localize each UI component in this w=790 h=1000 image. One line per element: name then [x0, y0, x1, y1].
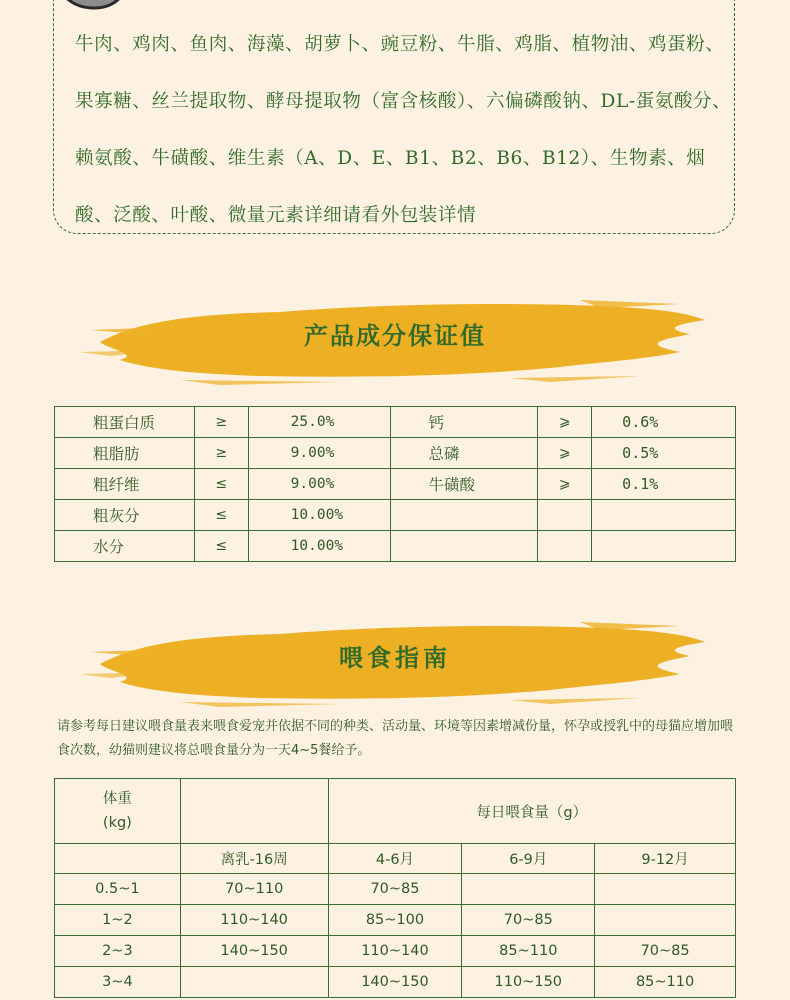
- table-row: [55, 438, 736, 469]
- nutrient-label: 粗蛋白质: [55, 407, 195, 438]
- ingredients-text: 牛肉、鸡肉、鱼肉、海藻、胡萝卜、豌豆粉、牛脂、鸡脂、植物油、鸡蛋粉、果寡糖、丝兰提取物、酵母提取物（富含核酸）、六偏磷酸钠、DL-蛋氨酸分、赖氨酸、牛磺酸、维生素（A、D、E、B1、B2、B6、B12）、生物素、烟酸、泛酸、叶酸、微量元素详细请看外包装详情: [75, 34, 732, 226]
- empty-header-cell: [180, 779, 328, 844]
- nutrient-value: 9.00%: [248, 438, 390, 469]
- amount-cell: 85~110: [595, 967, 736, 998]
- comparison-symbol: ⩾: [538, 438, 592, 469]
- nutrient-label: 钙: [390, 407, 538, 438]
- nutrient-value: 0.1%: [592, 469, 736, 500]
- nutrient-value: 0.5%: [592, 438, 736, 469]
- table-row: [55, 967, 736, 998]
- table-row: [55, 500, 736, 531]
- amount-cell: 110~140: [180, 905, 328, 936]
- table-row: [55, 936, 736, 967]
- table-row: [55, 905, 736, 936]
- comparison-symbol: ≤: [194, 469, 248, 500]
- weight-header: 体重 (kg): [55, 779, 181, 844]
- amount-cell: 70~85: [595, 936, 736, 967]
- weight-cell: 3~4: [55, 967, 181, 998]
- nutrient-value: [592, 531, 736, 562]
- amount-cell: [595, 874, 736, 905]
- guarantee-table: [54, 406, 736, 562]
- feeding-banner: [80, 612, 710, 712]
- nutrient-label: [390, 531, 538, 562]
- nutrient-label: 粗纤维: [55, 469, 195, 500]
- table-row: [55, 407, 736, 438]
- nutrient-label: 粗脂肪: [55, 438, 195, 469]
- amount-cell: 85~110: [462, 936, 595, 967]
- amount-cell: [462, 874, 595, 905]
- amount-cell: 110~140: [328, 936, 462, 967]
- nutrient-value: 10.00%: [248, 531, 390, 562]
- table-row: [55, 874, 736, 905]
- daily-amount-header: 每日喂食量（g）: [328, 779, 735, 844]
- age-column-header: 离乳-16周: [180, 844, 328, 874]
- weight-cell: 1~2: [55, 905, 181, 936]
- amount-cell: 70~85: [462, 905, 595, 936]
- amount-cell: [180, 967, 328, 998]
- age-column-header: 9-12月: [595, 844, 736, 874]
- comparison-symbol: ≤: [194, 500, 248, 531]
- nutrient-value: 9.00%: [248, 469, 390, 500]
- weight-cell: 0.5~1: [55, 874, 181, 905]
- nutrient-value: 25.0%: [248, 407, 390, 438]
- weight-cell: 2~3: [55, 936, 181, 967]
- comparison-symbol: [538, 500, 592, 531]
- nutrient-label: 总磷: [390, 438, 538, 469]
- table-row: [55, 531, 736, 562]
- guarantee-banner: [80, 290, 710, 390]
- comparison-symbol: [538, 531, 592, 562]
- amount-cell: 85~100: [328, 905, 462, 936]
- comparison-symbol: ≥: [194, 438, 248, 469]
- amount-cell: 110~150: [462, 967, 595, 998]
- nutrient-value: [592, 500, 736, 531]
- age-column-header: 6-9月: [462, 844, 595, 874]
- feeding-table: [54, 778, 736, 998]
- nutrient-label: 水分: [55, 531, 195, 562]
- age-column-header: 4-6月: [328, 844, 462, 874]
- nutrient-label: 牛磺酸: [390, 469, 538, 500]
- guarantee-title: 产品成分保证值: [304, 322, 486, 350]
- nutrient-value: 10.00%: [248, 500, 390, 531]
- feeding-title: 喂食指南: [339, 644, 451, 672]
- feeding-note: 请参考每日建议喂食量表来喂食爱宠并依据不同的种类、活动量、环境等因素增减份量，怀孕或授乳中的母猫应增加喂食次数，幼猫则建议将总喂食量分为一天4~5餐给予。: [57, 719, 734, 758]
- nutrient-label: [390, 500, 538, 531]
- amount-cell: 140~150: [180, 936, 328, 967]
- comparison-symbol: ⩾: [538, 407, 592, 438]
- comparison-symbol: ≥: [194, 407, 248, 438]
- comparison-symbol: ⩾: [538, 469, 592, 500]
- empty-subheader-cell: [55, 844, 181, 874]
- amount-cell: 70~85: [328, 874, 462, 905]
- nutrient-value: 0.6%: [592, 407, 736, 438]
- amount-cell: 70~110: [180, 874, 328, 905]
- nutrient-label: 粗灰分: [55, 500, 195, 531]
- comparison-symbol: ≤: [194, 531, 248, 562]
- amount-cell: 140~150: [328, 967, 462, 998]
- amount-cell: [595, 905, 736, 936]
- table-row: [55, 469, 736, 500]
